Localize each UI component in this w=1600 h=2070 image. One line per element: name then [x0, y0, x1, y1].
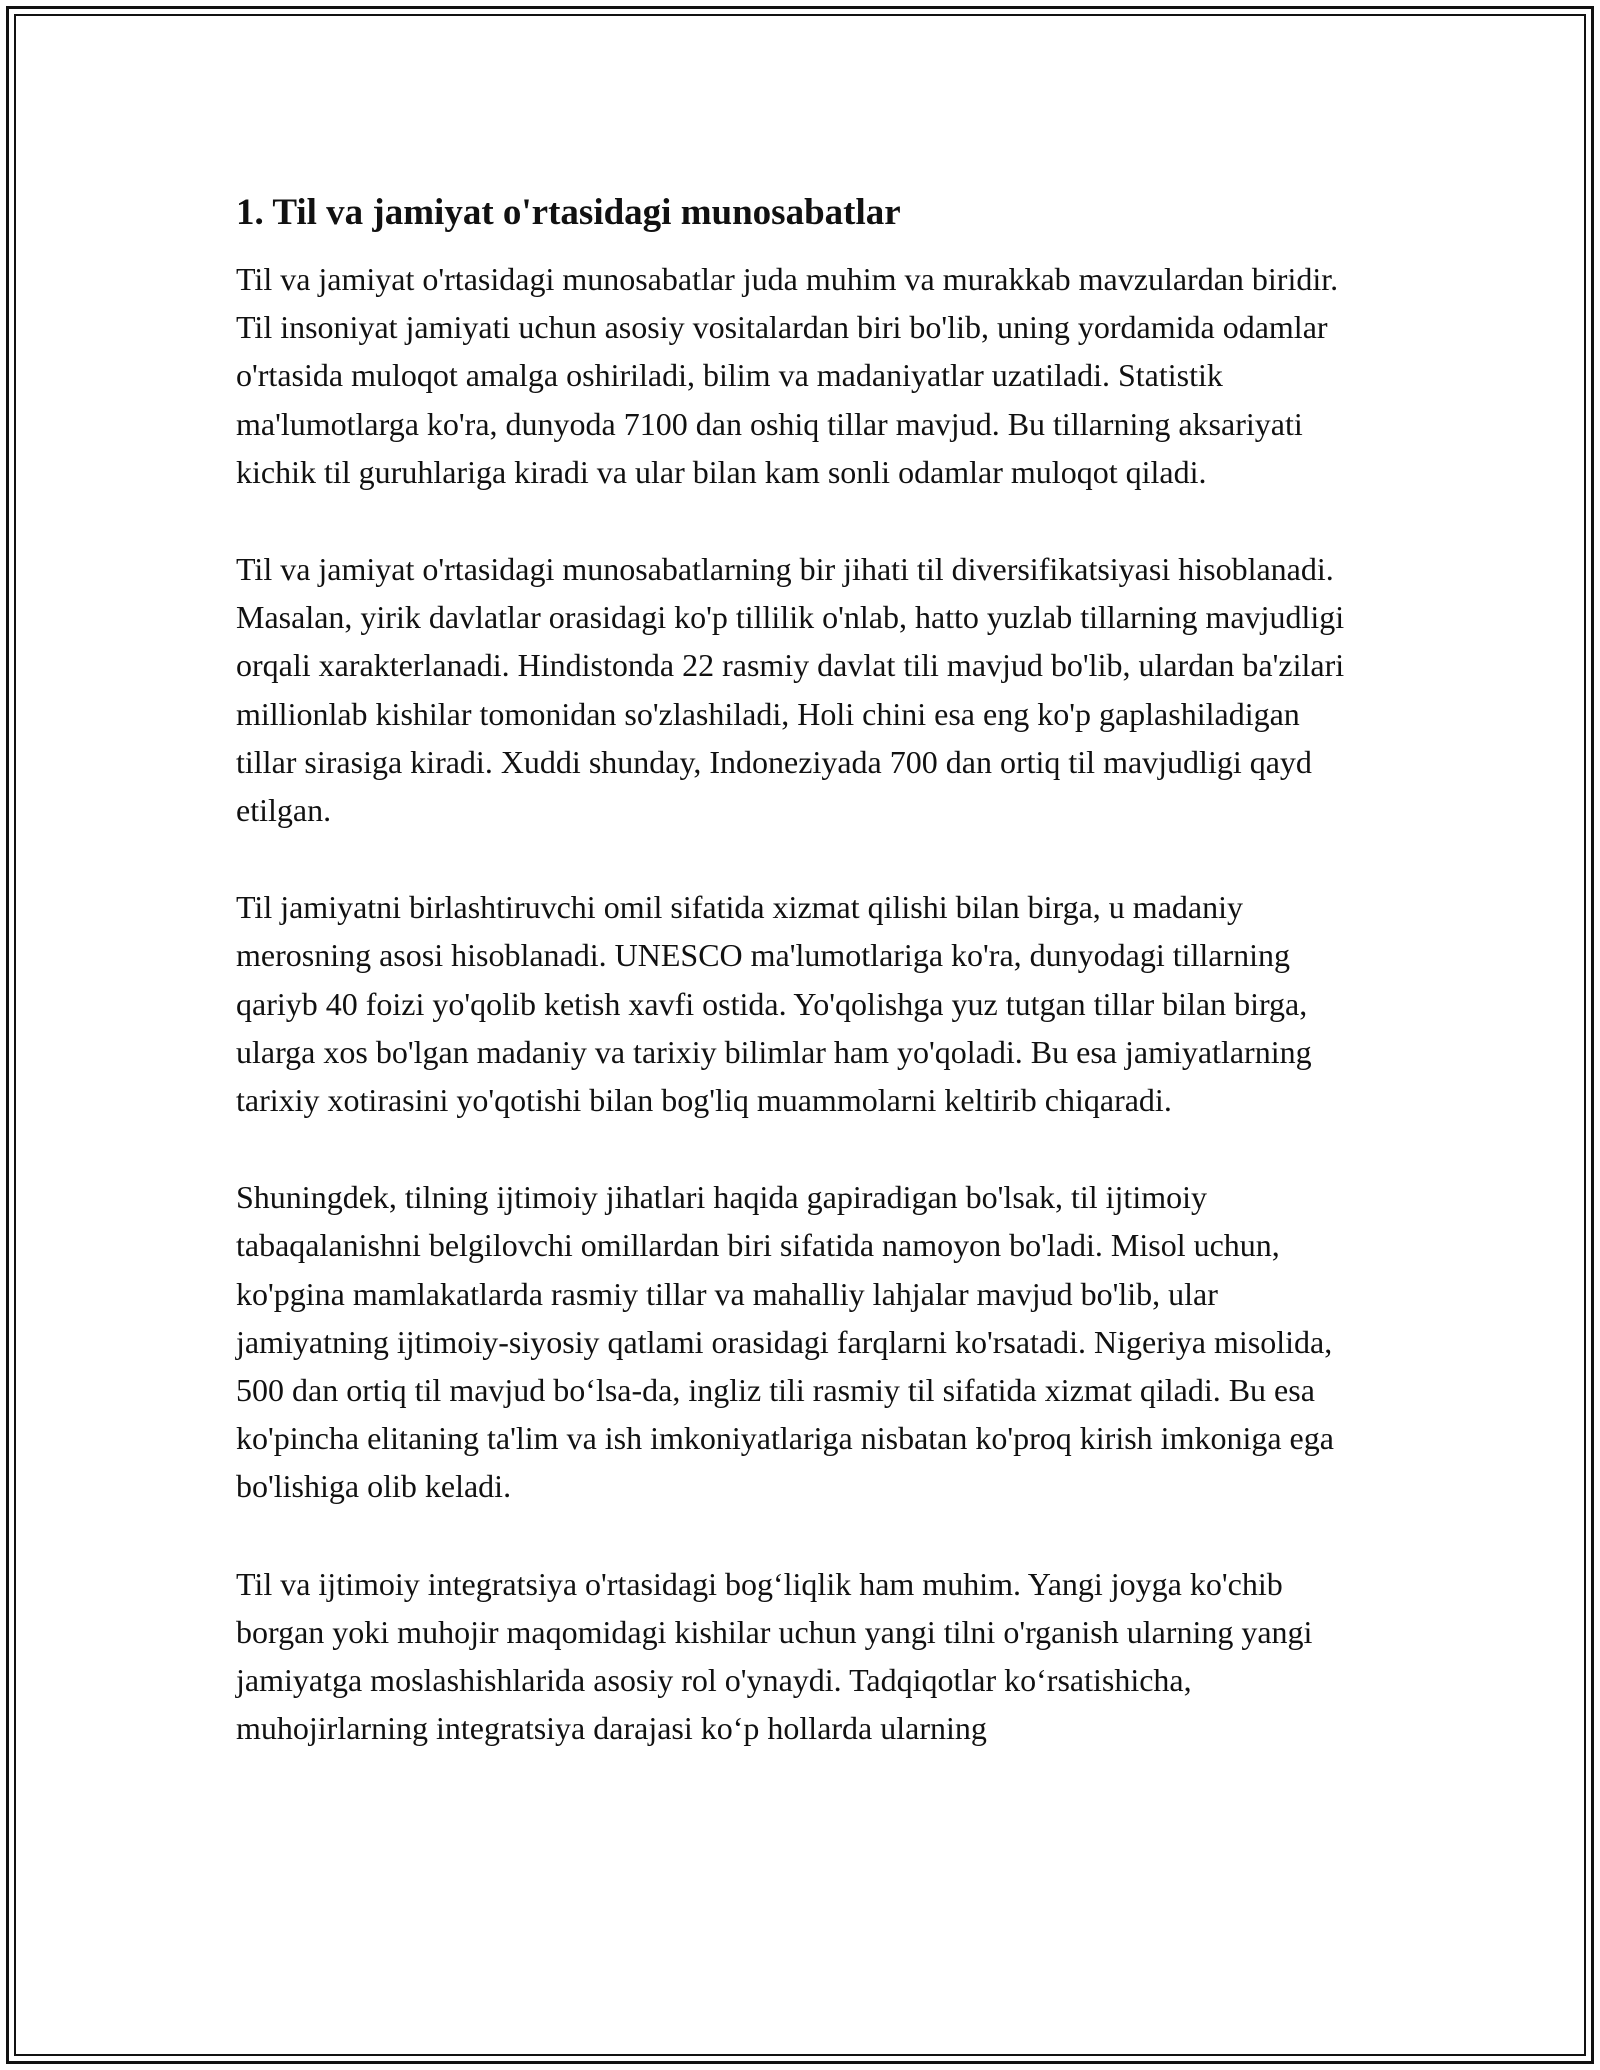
paragraph-social-stratification: Shuningdek, tilning ijtimoiy jihatlari haqida gapiradigan bo'lsak, til ijtimoiy tabaqalanishni belgilovchi omillardan biri sifatida namoyon bo'ladi. Misol uchun, ko'pgina mamlakatlarda rasmiy tillar va mahalliy lahjalar mavjud bo'lib, ular jamiyatning ijtimoiy-siyosiy qatlami orasidagi farqlarni ko'rsatadi. Nigeriya misolida, 500 dan ortiq til mavjud bo‘lsa-da, ingliz tili rasmiy til sifatida xizmat qiladi. Bu esa ko'pincha elitaning ta'lim va ish imkoniyatlariga nisbatan ko'proq kirish imkoniga ega bo'lishiga olib keladi. [236, 1179, 1334, 1505]
document-body [236, 188, 1366, 1752]
paragraph-language-society-intro: Til va jamiyat o'rtasidagi munosabatlar juda muhim va murakkab mavzulardan biridir. Til insoniyat jamiyati uchun asosiy vositalardan biri bo'lib, uning yordamida odamlar o'rtasida muloqot amalga oshiriladi, bilim va madaniyatlar uzatiladi. Statistik ma'lumotlarga ko'ra, dunyoda 7100 dan oshiq tillar mavjud. Bu tillarning aksariyati kichik til guruhlariga kiradi va ular bilan kam sonli odamlar muloqot qiladi. [236, 261, 1339, 490]
paragraph-cultural-heritage: Til jamiyatni birlashtiruvchi omil sifatida xizmat qilishi bilan birga, u madaniy merosning asosi hisoblanadi. UNESCO ma'lumotlariga ko'ra, dunyodagi tillarning qariyb 40 foizi yo'qolib ketish xavfi ostida. Yo'qolishga yuz tutgan tillar bilan birga, ularga xos bo'lgan madaniy va tarixiy bilimlar ham yo'qoladi. Bu esa jamiyatlarning tarixiy xotirasini yo'qotishi bilan bog'liq muammolarni keltirib chiqaradi. [236, 889, 1312, 1119]
paragraph-language-diversification: Til va jamiyat o'rtasidagi munosabatlarning bir jihati til diversifikatsiyasi hisoblanadi. Masalan, yirik davlatlar orasidagi ko'p tillilik o'nlab, hatto yuzlab tillarning mavjudligi orqali xarakterlanadi. Hindistonda 22 rasmiy davlat tili mavjud bo'lib, ulardan ba'zilari millionlab kishilar tomonidan so'zlashiladi, Holi chini esa eng ko'p gaplashiladigan tillar sirasiga kiradi. Xuddi shunday, Indoneziyada 700 dan ortiq til mavjudligi qayd etilgan. [236, 551, 1345, 829]
paragraph-social-integration: Til va ijtimoiy integratsiya o'rtasidagi bog‘liqlik ham muhim. Yangi joyga ko'chib borgan yoki muhojir maqomidagi kishilar uchun yangi tilni o'rganish ularning yangi jamiyatga moslashishlarida asosiy rol o'ynaydi. Tadqiqotlar ko‘rsatishicha, muhojirlarning integratsiya darajasi ko‘p hollarda ularning [236, 1565, 1313, 1747]
section-heading: 1. Til va jamiyat o'rtasidagi munosabatlar [236, 192, 901, 233]
